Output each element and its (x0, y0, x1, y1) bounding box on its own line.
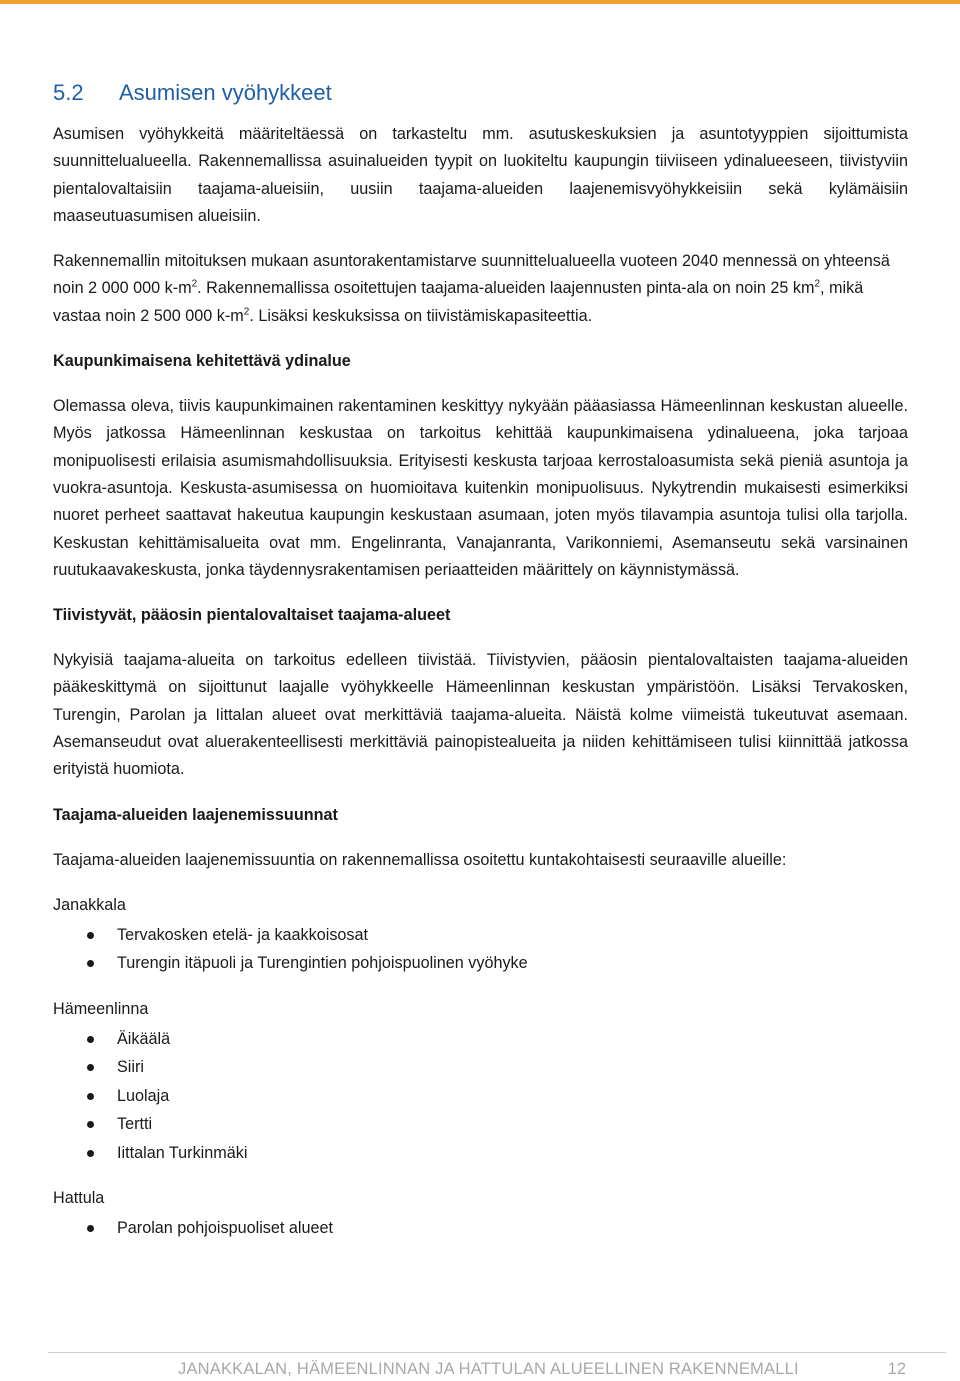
superscript: 2 (243, 306, 250, 318)
intro-paragraph-2: Rakennemallin mitoituksen mukaan asuntorakentamistarve suunnittelualueella vuoteen 2040 mennessä on yhteensä noin 2 000 000 $k-m^2$. Rakennemallissa osoitettujen taajama-alueiden laajennusten pinta-ala on noin 25 $km^2$, mikä vastaa noin 2 500 000 $k-m^2$. Lisäksi keskuksissa on tiivistämiskapasiteettia. (53, 252, 890, 325)
expansion-list-hattula (53, 1214, 908, 1243)
municipality-name: Hattula (53, 1189, 105, 1208)
list-item: Parolan pohjoispuoliset alueet (53, 1214, 908, 1243)
list-item: Siiri (53, 1053, 908, 1082)
expansion-list-hameenlinna (53, 1025, 908, 1168)
expansion-heading: Taajama-alueiden laajenemissuunnat (53, 805, 338, 824)
municipality-name: Hämeenlinna (53, 999, 149, 1018)
list-item: Iittalan Turkinmäki (53, 1139, 908, 1168)
expansion-list-janakkala (53, 921, 908, 978)
densifying-areas-paragraph: Nykyisiä taajama-alueita on tarkoitus edelleen tiivistää. Tiivistyvien, pääosin pientalovaltaisten taajama-alueiden pääkeskittymä on sijoittunut laajalle vyöhykkeelle Hämeenlinnan keskustan ympäristöön. Lisäksi Tervakosken, Turengin, Parolan ja Iittalan alueet ovat merkittäviä taajama-alueita. Näistä kolme viimeistä tukeutuvat asemaan. Asemanseudut ovat aluerakenteellisesti merkittäviä painopistealueita ja niiden kehittämiseen tulisi kiinnittää jatkossa erityistä huomiota. (53, 651, 908, 779)
list-item: Tervakosken etelä- ja kaakkoisosat (53, 921, 908, 950)
superscript: 2 (814, 279, 821, 291)
page-number: 12 (887, 1360, 906, 1378)
intro-paragraph-1: Asumisen vyöhykkeitä määriteltäessä on tarkasteltu mm. asutuskeskuksien ja asuntotyyppien sijoittumista suunnittelualueella. Rakennemallissa asuinalueiden tyypit on luokiteltu kaupungin tiiviiseen ydinalueeseen, tiivistyviin pientalovaltaisiin taajama-alueisiin, uusiin taajama-alueiden laajenemisvyöhykkeisiin sekä kylämäisiin maaseutuasumisen alueisiin. (53, 125, 908, 225)
document-page (53, 78, 908, 1261)
expansion-intro: Taajama-alueiden laajenemissuuntia on rakennemallissa osoitettu kuntakohtaisesti seuraaville alueille: (53, 850, 787, 869)
list-item: Luolaja (53, 1082, 908, 1111)
section-number: 5.2 (53, 80, 84, 105)
superscript: 2 (191, 279, 198, 291)
top-accent-rule (0, 0, 960, 4)
municipality-name: Janakkala (53, 895, 126, 914)
section-heading (53, 78, 908, 108)
page-footer (178, 1358, 908, 1380)
footer-title: JANAKKALAN, HÄMEENLINNAN JA HATTULAN ALUEELLINEN RAKENNEMALLI (178, 1360, 799, 1378)
list-item: Äikäälä (53, 1025, 908, 1054)
section-title: Asumisen vyöhykkeet (119, 80, 332, 105)
core-area-heading: Kaupunkimaisena kehitettävä ydinalue (53, 352, 351, 371)
densifying-areas-heading: Tiivistyvät, pääosin pientalovaltaiset taajama-alueet (53, 606, 451, 625)
list-item: Tertti (53, 1110, 908, 1139)
footer-rule (48, 1352, 946, 1353)
list-item: Turengin itäpuoli ja Turengintien pohjoispuolinen vyöhyke (53, 949, 908, 978)
core-area-paragraph: Olemassa oleva, tiivis kaupunkimainen rakentaminen keskittyy nykyään pääasiassa Hämeenlinnan keskustan alueelle. Myös jatkossa Hämeenlinnan keskustaa on tarkoitus kehittää kaupunkimaisena ydinalueena, joka tarjoaa monipuolisesti erilaisia asumismahdollisuuksia. Erityisesti keskusta tarjoaa kerrostaloasumista sekä pieniä asuntoja ja vuokra-asuntoja. Keskusta-asumisessa on huomioitava kuitenkin monipuolisuus. Nykytrendin mukaisesti esimerkiksi nuoret perheet saattavat hakeutua kaupungin keskustaan asumaan, joten myös tilavampia asuntoja tulisi olla tarjolla. Keskustan kehittämisalueita ovat mm. Engelinranta, Vanajanranta, Varikonniemi, Asemanseutu sekä varsinainen ruutukaavakeskusta, jonka täydennysrakentamisen periaatteiden määrittely on käynnistymässä. (53, 397, 908, 579)
